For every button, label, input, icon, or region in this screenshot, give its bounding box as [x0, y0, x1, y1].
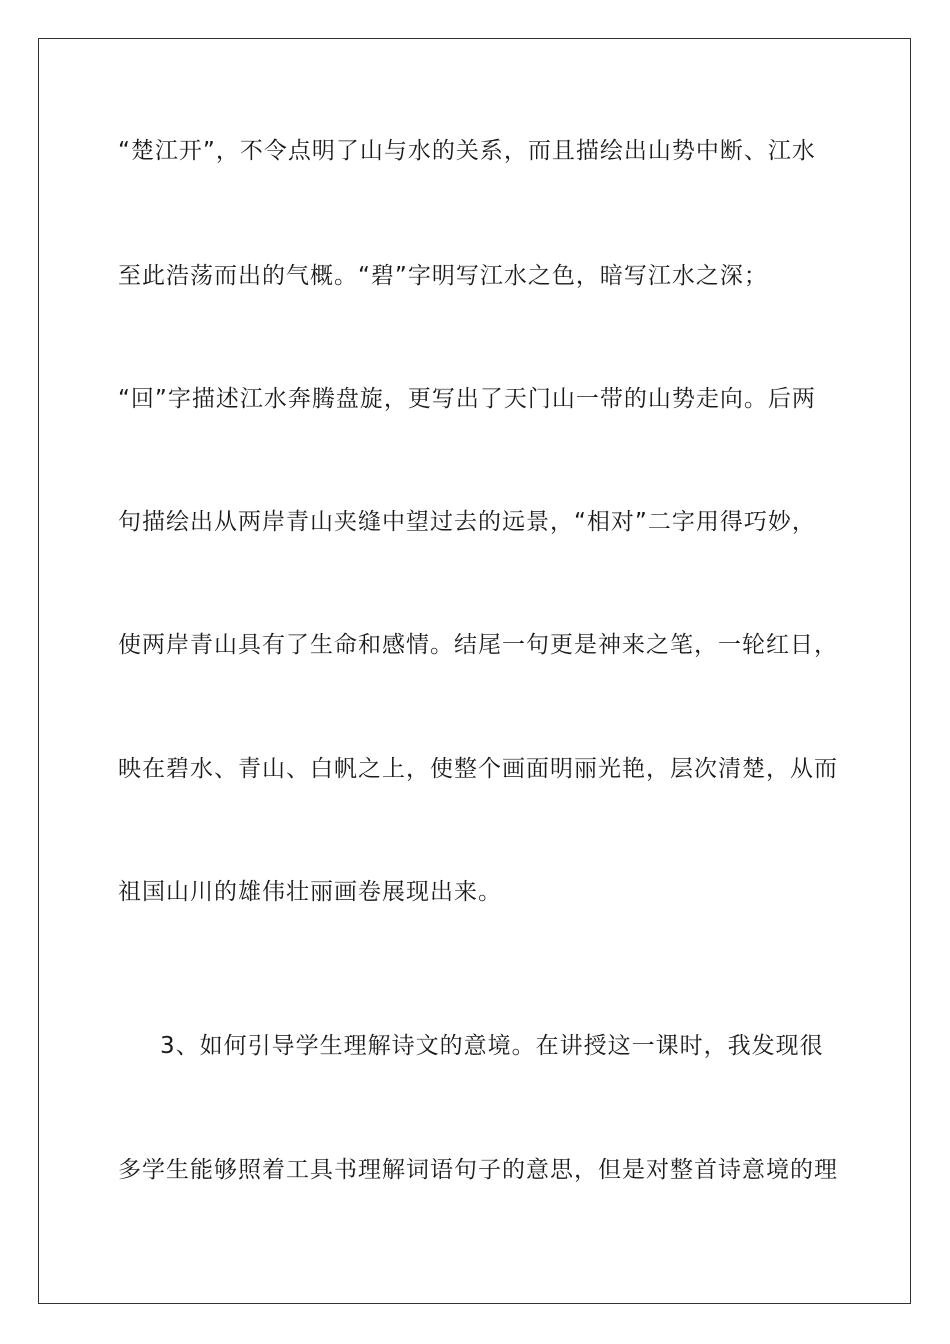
text-line-4: 句描绘出从两岸青山夹缝中望过去的远景，“相对”二字用得巧妙，	[118, 509, 816, 535]
paragraph-3-line-1: 3、如何引导学生理解诗文的意境。在讲授这一课时，我发现很	[160, 1033, 824, 1059]
text-line-3: “回”字描述江水奔腾盘旋，更写出了天门山一带的山势走向。后两	[118, 386, 816, 412]
text-line-1: “楚江开”，不令点明了山与水的关系，而且描绘出山势中断、江水	[118, 138, 816, 164]
text-line-5: 使两岸青山具有了生命和感情。结尾一句更是神来之笔，一轮红日，	[118, 632, 838, 658]
text-line-7: 祖国山川的雄伟壮丽画卷展现出来。	[118, 879, 502, 905]
page-border	[38, 38, 911, 1304]
text-line-2: 至此浩荡而出的气概。“碧”字明写江水之色，暗写江水之深；	[118, 263, 768, 289]
paragraph-3-line-2: 多学生能够照着工具书理解词语句子的意思，但是对整首诗意境的理	[118, 1157, 838, 1183]
text-line-6: 映在碧水、青山、白帆之上，使整个画面明丽光艳，层次清楚，从而	[118, 756, 838, 782]
